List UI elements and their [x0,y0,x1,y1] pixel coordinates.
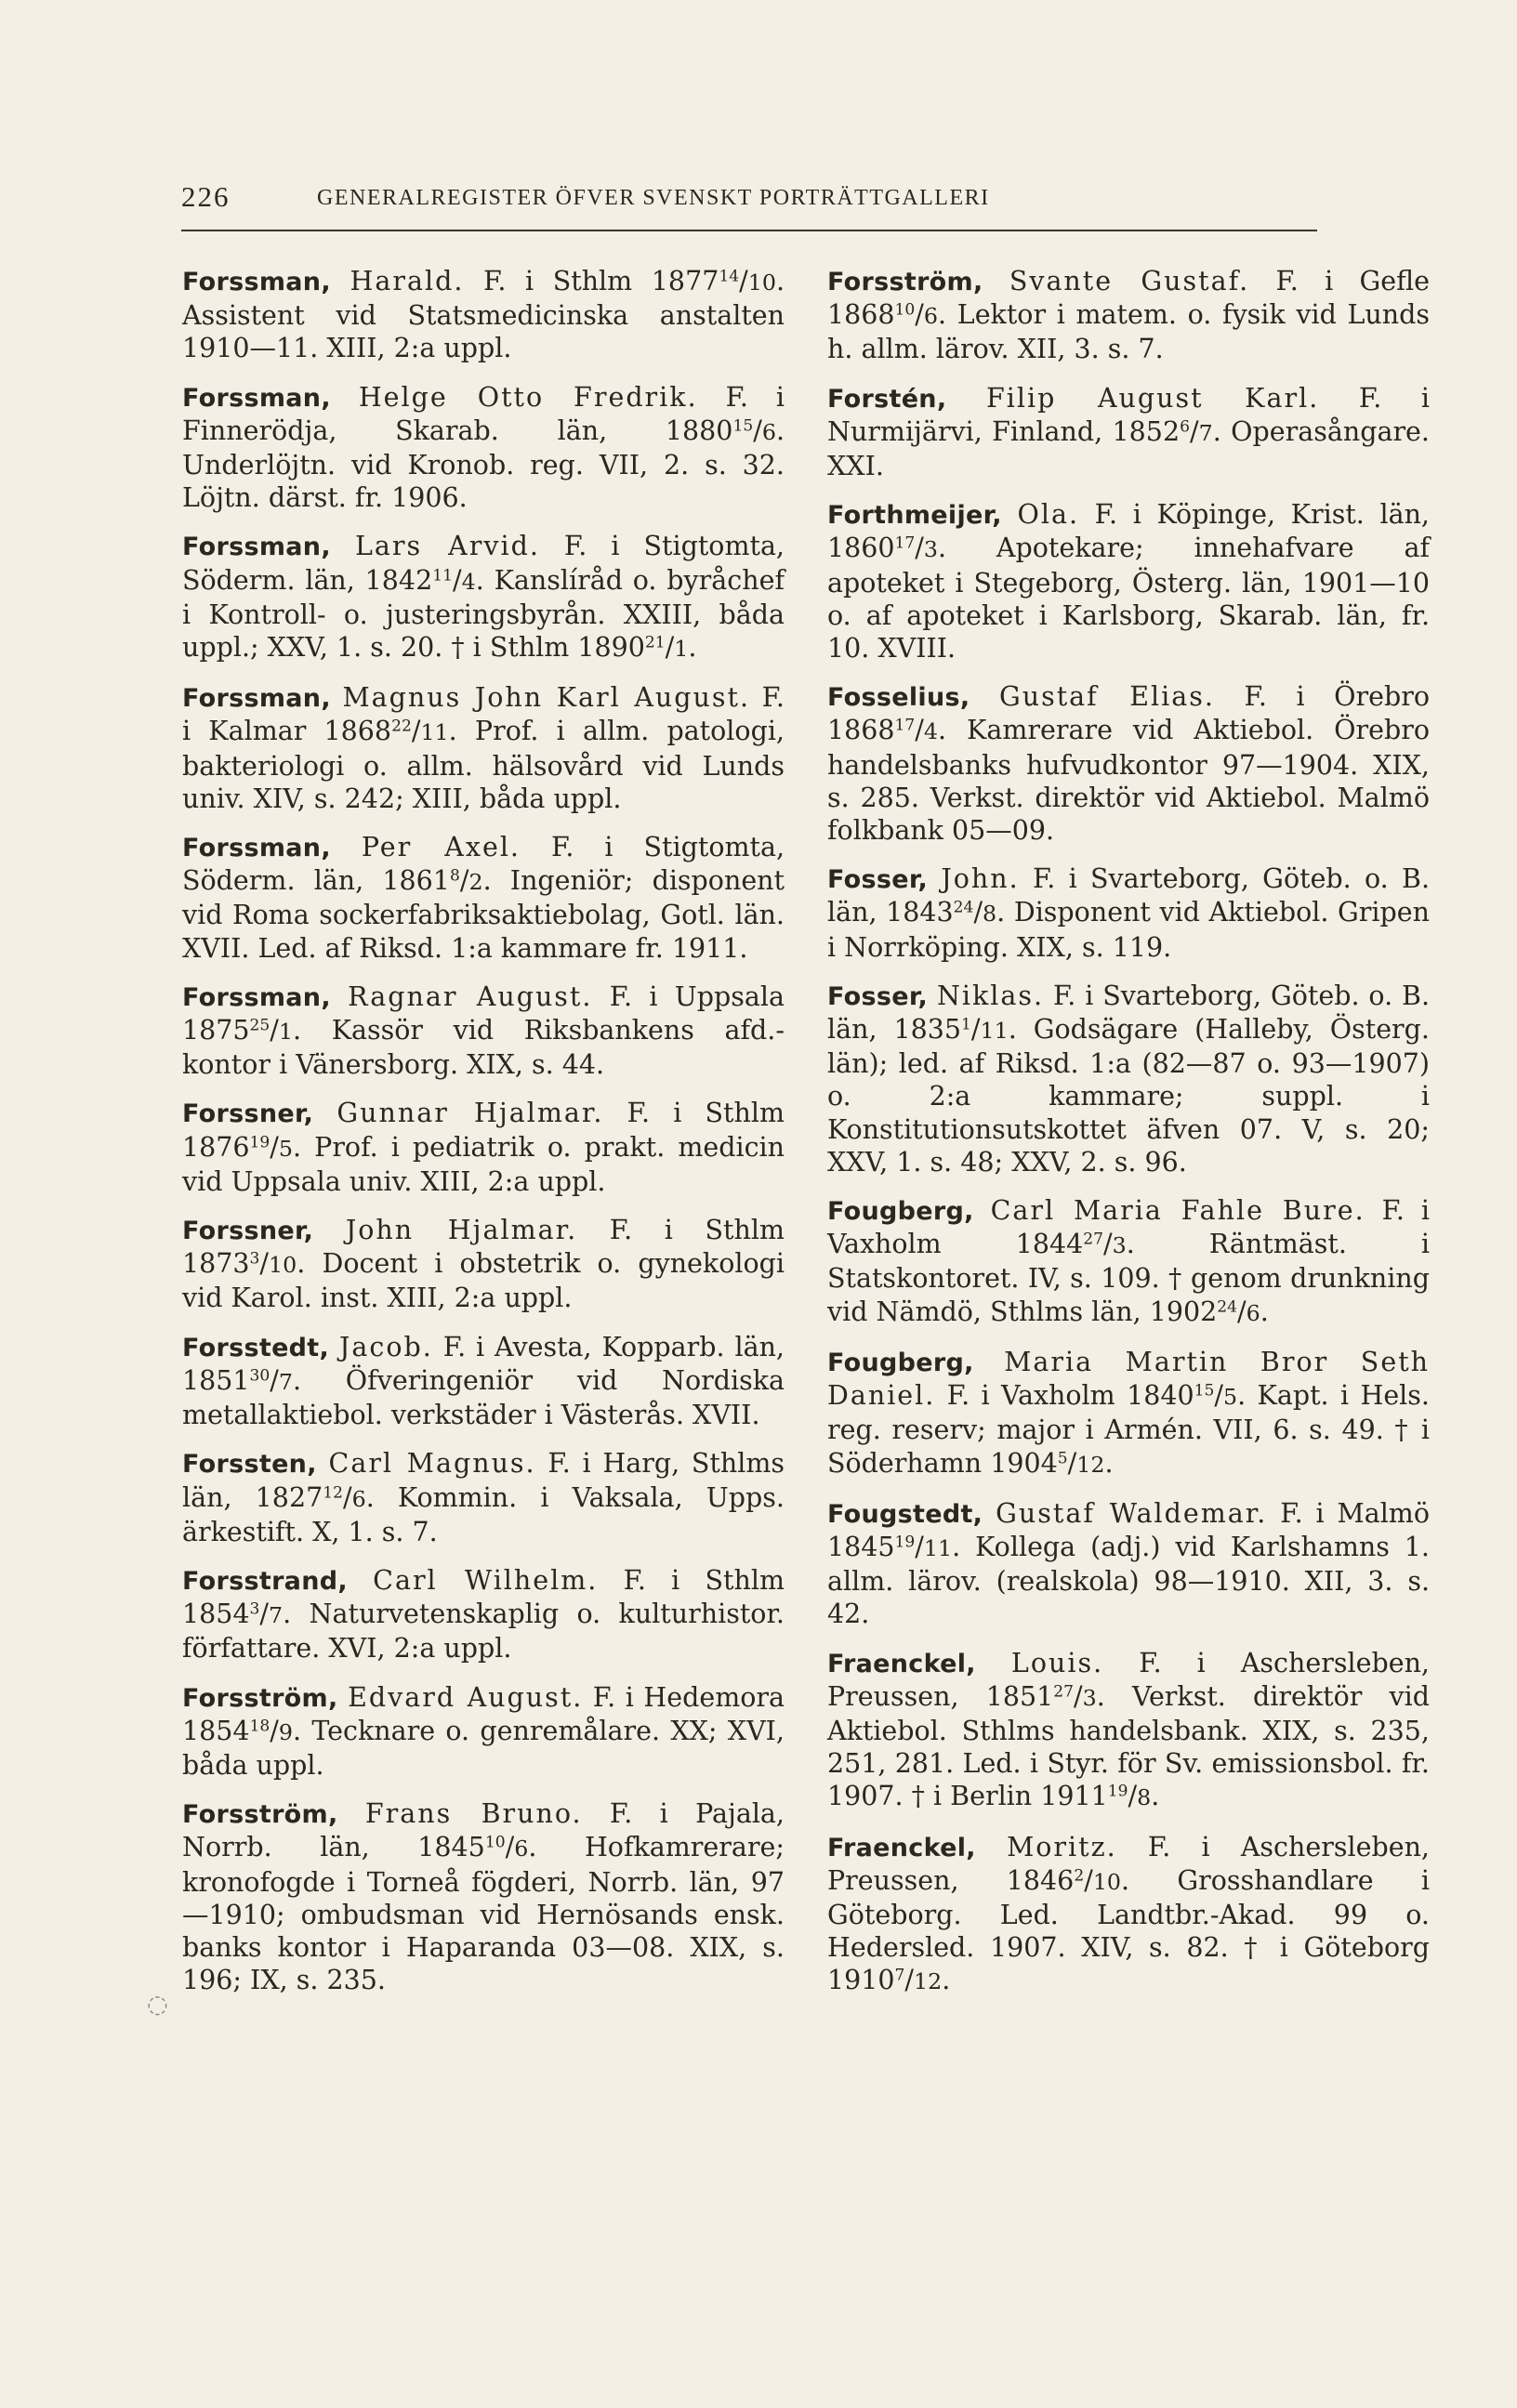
entry-surname: Forssman, [182,533,331,562]
entry-details: F. i Aschersleben, Preussen, 1851$^{27}$/3. Verkst. direktör vid Aktiebol. Sthlms handelsbank. XIX, s. 235, 251, 281. Led. i Styr. för Sv. emissionsbol. fr. 1907. † i Berlin 1911$^{19}$/8. [827,1647,1430,1812]
register-entry [182,1447,785,1548]
entry-details: F. i Nurmijärvi, Finland, 1852$^6$/7. Operasångare. XXI. [827,382,1430,482]
register-entry [827,980,1430,1178]
entry-surname: Forssman, [182,834,331,863]
entry-details: F. i Sthlm 1854$^3$/7. Naturvetenskaplig o. kulturhistor. författare. XVI, 2:a uppl. [182,1564,785,1665]
entry-details: F. i Finnerödja, Skarab. län, 1880$^{15}$/6. Underlöjtn. vid Kronob. reg. VII, 2. s. 32. Löjtn. därst. fr. 1906. [182,381,785,514]
register-entry [827,265,1430,366]
entry-given-names: John Hjalmar. [345,1215,578,1246]
register-entry [827,1831,1430,1999]
page-number: 226 [181,180,231,213]
entry-given-names: Carl Magnus. [328,1448,536,1480]
entry-surname: Fougberg, [827,1197,974,1227]
entry-details: F. i Uppsala 1875$^{25}$/1. Kassör vid Riksbankens afd.-kontor i Vänersborg. XIX, s. 44. [182,980,785,1081]
entry-surname: Fougberg, [827,1348,974,1377]
entry-surname: Forstén, [827,384,947,414]
register-entry [827,382,1430,483]
entry-surname: Fosselius, [827,683,970,713]
entry-details: F. i Malmö 1845$^{19}$/11. Kollega (adj.) vid Karlshamns 1. allm. lärov. (realskola) 98—1910. XII, 3. s. 42. [827,1497,1430,1630]
entry-surname: Forssner, [182,1217,314,1246]
register-entry [182,530,785,665]
entry-surname: Fraenckel, [827,1649,976,1678]
running-title: GENERALREGISTER ÖFVER SVENSKT PORTRÄTTGALLERI [317,186,990,210]
entry-given-names: Svante Gustaf. [1009,266,1250,296]
entry-given-names: Harald. [350,266,465,296]
entry-details: F. i Kalmar 1868$^{22}$/11. Prof. i allm. patologi, bakteriologi o. allm. hälsovård vid Lunds univ. XIV, s. 242; XIII, båda uppl. [182,682,785,814]
entry-given-names: Maria Martin Bror Seth Daniel. [827,1346,1431,1412]
entry-details: F. i Stigtomta, Söderm. län, 1842$^{11}$/4. Kanslíråd o. byråchef i Kontroll- o. justeringsbyrån. XXIII, båda uppl.; XXV, 1. s. 20. † i Sthlm 1890$^{21}$/1. [182,531,785,664]
entry-given-names: Jacob. [338,1331,433,1362]
entry-details: F. i Harg, Sthlms län, 1827$^{12}$/6. Kommin. i Vaksala, Upps. ärkestift. X, 1. s. 7. [182,1448,785,1547]
register-entry [827,1346,1430,1481]
running-header [181,180,1297,236]
entry-given-names: Helge Otto Fredrik. [358,381,698,413]
entry-surname: Fougstedt, [827,1499,983,1529]
header-rule [181,230,1317,231]
register-entry [827,862,1430,964]
register-entry [182,381,785,515]
entry-given-names: Gustaf Elias. [998,681,1215,713]
register-entry [182,1564,785,1665]
register-entry [827,1647,1430,1815]
entry-surname: Fraenckel, [827,1833,976,1862]
entry-surname: Forssman, [182,982,331,1012]
entry-details: F. i Sthlm 1873$^3$/10. Docent i obstetrik o. gynekologi vid Karol. inst. XIII, 2:a uppl. [182,1215,785,1314]
right-column [827,265,1430,2015]
entry-given-names: Filip August Karl. [986,382,1320,414]
entry-details: F. i Vaxholm 1844$^{27}$/3. Räntmäst. i Statskontoret. IV, s. 109. † genom drunkning vid Nämdö, Sthlms län, 1902$^{24}$/6. [827,1195,1430,1327]
entry-given-names: Ragnar August. [348,980,593,1012]
register-entry [182,1331,785,1432]
entry-details: F. i Aschersleben, Preussen, 1846$^2$/10. Grosshandlare i Göteborg. Led. Landtbr.-Akad. 99 o. Hedersled. 1907. XIV, s. 82. † i Göteborg 1910$^7$/12. [827,1831,1430,1996]
entry-surname: Forsström, [182,1800,338,1830]
entry-surname: Fosser, [827,865,929,895]
entry-details: F. i Svarteborg, Göteb. o. B. län, 1835$^1$/11. Godsägare (Halleby, Österg. län); led. af Riksd. 1:a (82—87 o. 93—1907) o. 2:a kammare; suppl. i Konstitutionsutskottet äfven 07. V, s. 20; XXV, 1. s. 48; XXV, 2. s. 96. [827,980,1431,1178]
entry-details: F. i Sthlm 1876$^{19}$/5. Prof. i pediatrik o. prakt. medicin vid Uppsala univ. XIII, 2:a uppl. [182,1098,785,1197]
register-entry [182,1797,785,1996]
entry-surname: Forssner, [182,1099,314,1129]
entry-surname: Forsström, [827,268,983,296]
entry-details: F. i Svarteborg, Göteb. o. B. län, 1843$^{24}$/8. Disponent vid Aktiebol. Gripen i Norrköping. XIX, s. 119. [827,863,1430,963]
register-entry [182,1097,785,1198]
entry-given-names: Per Axel. [361,832,521,863]
register-entry [182,1214,785,1315]
entry-given-names: Lars Arvid. [354,531,540,562]
entry-surname: Forssten, [182,1450,317,1480]
margin-mark: ◌ [147,1991,168,2019]
entry-given-names: Gunnar Hjalmar. [336,1098,604,1129]
entry-details: F. i Sthlm 1877$^{14}$/10. Assistent vid Statsmedicinska anstalten 1910—11. XIII, 2:a uppl. [182,266,785,364]
entry-surname: Forsstrand, [182,1566,348,1596]
register-entry [182,980,785,1082]
register-entry [827,680,1430,847]
register-entry [827,1497,1430,1631]
entry-given-names: John. [941,863,1020,895]
entry-surname: Forthmeijer, [827,501,1002,531]
entry-details: F. i Pajala, Norrb. län, 1845$^{10}$/6. Hofkamrerare; kronofogde i Torneå fögderi, Norrb. län, 97—1910; ombudsman vid Hernösands ensk. banks kontor i Haparanda 03—08. XIX, s. 196; IX, s. 235. [182,1798,785,1996]
entry-given-names: Carl Maria Fahle Bure. [990,1195,1365,1227]
entry-given-names: Gustaf Waldemar. [996,1497,1268,1529]
entry-details: F. i Köpinge, Krist. län, 1860$^{17}$/3. Apotekare; innehafvare af apoteket i Stegeborg, Österg. län, 1901—10 o. af apoteket i Karlsborg, Skarab. län, fr. 10. XVIII. [827,499,1430,665]
entry-surname: Forssman, [182,268,331,296]
entry-given-names: Carl Wilhelm. [373,1564,599,1596]
entry-details: F. i Gefle 1868$^{10}$/6. Lektor i matem. o. fysik vid Lunds h. allm. lärov. XII, 3. s. 7. [827,266,1431,365]
register-entry [182,265,785,365]
entry-given-names: Niklas. [936,980,1045,1011]
entry-given-names: Frans Bruno. [364,1798,583,1830]
entry-given-names: Ola. [1017,499,1080,531]
register-entry [182,1681,785,1783]
entry-details: F. i Avesta, Kopparb. län, 1851$^{30}$/7. Öfveringeniör vid Nordiska metallaktiebol. verkstäder i Västerås. XVII. [182,1331,785,1431]
entry-surname: Fosser, [827,981,929,1011]
register-entry [182,831,785,965]
entry-details: F. i Hedemora 1854$^{18}$/9. Tecknare o. genremålare. XX; XVI, båda uppl. [182,1681,785,1781]
left-column [182,265,785,2012]
entry-details: F. i Örebro 1868$^{17}$/4. Kamrerare vid Aktiebol. Örebro handelsbanks hufvudkontor 97—1904. XIX, s. 285. Verkst. direktör vid Aktiebol. Malmö folkbank 05—09. [827,681,1430,847]
register-entry [827,498,1430,665]
entry-given-names: Magnus John Karl August. [342,682,750,714]
entry-surname: Forssman, [182,383,331,413]
entry-surname: Forsström, [182,1683,338,1713]
entry-given-names: Louis. [1010,1647,1104,1678]
entry-surname: Forsstedt, [182,1333,330,1362]
entry-given-names: Edvard August. [348,1681,584,1713]
entry-details: F. i Vaxholm 1840$^{15}$/5. Kapt. i Hels. reg. reserv; major i Armén. VII, 6. s. 49. † i Söderhamn 1904$^5$/12. [827,1380,1430,1479]
entry-surname: Forssman, [182,684,331,714]
register-entry [827,1194,1430,1330]
entry-details: F. i Stigtomta, Söderm. län, 1861$^8$/2. Ingeniör; disponent vid Roma sockerfabriksaktiebolag, Gotl. län. XVII. Led. af Riksd. 1:a kammare fr. 1911. [182,832,785,964]
entry-given-names: Moritz. [1007,1831,1117,1862]
register-entry [182,681,785,815]
